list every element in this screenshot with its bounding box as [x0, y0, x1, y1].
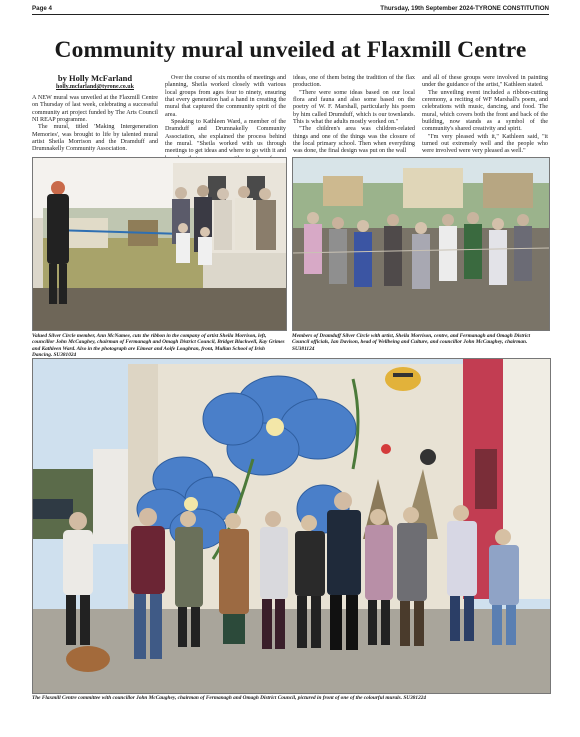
- article-column-2: [165, 75, 286, 163]
- photo-ribbon-cutting: [32, 157, 287, 331]
- byline: by Holly McFarland: [57, 73, 133, 83]
- paragraph: Over the course of six months of meetings and planning, Sheila worked closely with various local groups from ages four to ninety, ensuring that every generation had a hand in creating the mural that captured the community spirit of the area.: [165, 75, 286, 118]
- paragraph: and all of these groups were involved in painting under the guidance of the artist," Kathleen stated.: [422, 75, 548, 89]
- photo-silver-circle: [292, 157, 550, 331]
- paragraph: ideas, one of them being the tradition of the flax production.: [293, 75, 415, 89]
- author-email[interactable]: holly.mcfarland@tyrone.co.uk: [56, 84, 134, 90]
- photo-caption-3: The Flaxmill Centre committee with councillor John McCaughey, chairman of Fermanagh and Omagh District Council, pictured in front of one of the colourful murals. SU381224: [32, 695, 427, 701]
- headline: Community mural unveiled at Flaxmill Centre: [54, 37, 527, 63]
- article-column-3: [293, 75, 415, 156]
- paragraph: The unveiling event included a ribbon-cutting ceremony, a reciting of WF Marshall's poem, and celebrations with music, dancing, and food. The mural, which covers both the front and back of the building, now stands as a symbol of the community's shared creativity and spirit.: [422, 89, 548, 133]
- paragraph: "I'm very pleased with it," Kathleen said, "it turned out extremely well and the people who were involved were very pleased as well.": [422, 133, 548, 155]
- paragraph: "The children's area was children-related things and one of the things was the closure of the local primary school. Then when everything was done, the final design was put on the wall: [293, 126, 415, 155]
- page-number: Page 4: [32, 5, 52, 12]
- paragraph: Speaking to Kathleen Ward, a member of the Dramduff and Drumnakelly Community Association, she explained the process behind the mural. "Sheila worked with us through meetings to get ideas and where to go with it and: [165, 119, 286, 155]
- issue-date: Thursday, 19th September 2024-TYRONE CONSTITUTION: [380, 5, 549, 12]
- article-column-4: [422, 75, 548, 156]
- paragraph: "There were some ideas based on our local flora and fauna and also some based on the poetry of W. F. Marshall, particularly his poem by him called Drumduff, which is our townlands. This is what the adults mostly worked on.": [293, 89, 415, 126]
- photo-caption-2: Members of Dramduff Silver Circle with artist, Sheila Morrison, centre, and Fermanagh and Omagh District Council officials, Ian Davison, head of Wellbeing and Culture, and councillor John McCaughey, chairman. SU381124: [292, 333, 531, 352]
- photo-caption-1: Valued Silver Circle member, Ann McNamee, cuts the ribbon in the company of artist Sheila Morrison, left, councillor John McCaughey, chairman of Fermanagh and Omagh District Council, Bridget Blackwell, Kay Grimes and Kathleen Ward. Also in the photograph are Eimear and Aoife Loughran, front, Mullan School of Irish Dancing. SU381024: [32, 333, 285, 358]
- paragraph: The mural, titled 'Making Intergeneration Memories', was brought to life by talented mural artist Sheila Morrison and the Dramduff and Drumnakelly Community Association.: [32, 124, 158, 153]
- paragraph: A NEW mural was unveiled at the Flaxmill Centre on Thursday of last week, celebrating a successful community art project funded by The Arts Council NI REAP programme.: [32, 95, 158, 124]
- photo-mural-committee: [32, 358, 551, 694]
- article-column-1: [32, 73, 158, 154]
- header-rule: [32, 14, 549, 15]
